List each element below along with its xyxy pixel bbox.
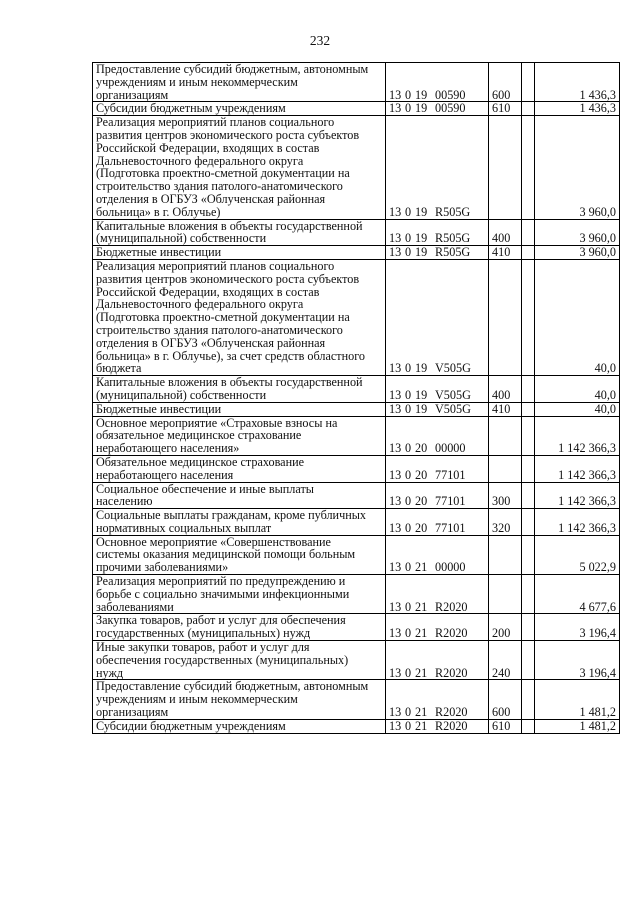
table-row (93, 614, 620, 641)
row-description (93, 641, 386, 680)
table-row (93, 219, 620, 246)
description-line: организациям (96, 705, 169, 720)
description-line: Субсидии бюджетным учреждениям (96, 718, 286, 733)
description-line: Социальные выплаты гражданам, кроме публичных (96, 508, 366, 523)
event-code: 19 (415, 387, 428, 402)
subprogram-code: 0 (405, 87, 412, 102)
event-code: 20 (415, 467, 428, 482)
program-code: 13 (389, 231, 402, 246)
direction-code: 77101 (435, 467, 466, 482)
program-code: 13 (389, 441, 402, 456)
subprogram-code: 0 (405, 387, 412, 402)
description-line: системы оказания медицинской помощи больным (96, 547, 356, 562)
subprogram-code: 0 (405, 361, 412, 376)
direction-code: R2020 (435, 718, 468, 733)
spacer-cell (522, 641, 535, 680)
direction-code: 77101 (435, 494, 466, 509)
description-line: населению (96, 494, 153, 509)
program-code: 13 (389, 401, 402, 416)
table-row (93, 575, 620, 614)
amount-cell: 40,0 (535, 376, 620, 403)
spacer-cell (522, 376, 535, 403)
description-line: развития центров экономического роста субъектов (96, 271, 360, 286)
program-code: 13 (389, 599, 402, 614)
event-code: 19 (415, 401, 428, 416)
table-row (93, 102, 620, 116)
expense-type-code: 610 (489, 719, 522, 733)
description-line: Иные закупки товаров, работ и услуг для (96, 640, 310, 655)
table-row (93, 455, 620, 482)
event-code: 19 (415, 87, 428, 102)
classification-code (386, 719, 489, 733)
spacer-cell (522, 116, 535, 219)
expense-type-code (489, 116, 522, 219)
subprogram-code: 0 (405, 441, 412, 456)
expense-type-code: 610 (489, 102, 522, 116)
description-line: бюджета (96, 361, 142, 376)
description-line: Закупка товаров, работ и услуг для обеспечения (96, 613, 346, 628)
program-code: 13 (389, 101, 402, 116)
row-description (93, 719, 386, 733)
spacer-cell (522, 63, 535, 102)
description-line: (муниципальной) собственности (96, 231, 267, 246)
description-line: обязательное медицинское страхование (96, 428, 302, 443)
classification-code (386, 455, 489, 482)
expense-type-code: 410 (489, 246, 522, 260)
spacer-cell (522, 575, 535, 614)
expense-type-code (489, 575, 522, 614)
direction-code: R2020 (435, 599, 468, 614)
program-code: 13 (389, 87, 402, 102)
subprogram-code: 0 (405, 204, 412, 219)
row-description (93, 376, 386, 403)
row-description (93, 509, 386, 536)
classification-code (386, 614, 489, 641)
description-line: нужд (96, 665, 124, 680)
direction-code: 00000 (435, 441, 466, 456)
expense-type-code (489, 535, 522, 574)
spacer-cell (522, 455, 535, 482)
spacer-cell (522, 259, 535, 375)
expense-type-code: 320 (489, 509, 522, 536)
expense-type-code (489, 416, 522, 455)
event-code: 19 (415, 361, 428, 376)
spacer-cell (522, 719, 535, 733)
description-line: Реализация мероприятий планов социального (96, 115, 335, 130)
description-line: (Подготовка проектно-сметной документации на (96, 310, 350, 325)
subprogram-code: 0 (405, 665, 412, 680)
spacer-cell (522, 482, 535, 509)
description-line: Основное мероприятие «Совершенствование (96, 534, 331, 549)
row-description (93, 116, 386, 219)
table-row (93, 116, 620, 219)
subprogram-code: 0 (405, 101, 412, 116)
amount-cell: 1 142 366,3 (535, 509, 620, 536)
description-line: государственных (муниципальных) нужд (96, 626, 311, 641)
classification-code (386, 63, 489, 102)
direction-code: R505G (435, 204, 471, 219)
program-code: 13 (389, 467, 402, 482)
row-description (93, 102, 386, 116)
row-description (93, 614, 386, 641)
amount-cell: 5 022,9 (535, 535, 620, 574)
description-line: Дальневосточного федерального округа (96, 297, 304, 312)
description-line: строительство здания патолого-анатомического (96, 179, 343, 194)
expense-type-code: 240 (489, 641, 522, 680)
table-row (93, 719, 620, 733)
budget-table-body (93, 63, 620, 734)
direction-code: V505G (435, 401, 471, 416)
description-line: Предоставление субсидий бюджетным, автономным (96, 62, 369, 76)
spacer-cell (522, 535, 535, 574)
row-description (93, 219, 386, 246)
program-code: 13 (389, 665, 402, 680)
program-code: 13 (389, 705, 402, 720)
amount-cell: 1 481,2 (535, 719, 620, 733)
event-code: 19 (415, 245, 428, 260)
description-line: Субсидии бюджетным учреждениям (96, 101, 286, 116)
program-code: 13 (389, 520, 402, 535)
direction-code: V505G (435, 361, 471, 376)
direction-code: R2020 (435, 626, 468, 641)
spacer-cell (522, 219, 535, 246)
table-row (93, 641, 620, 680)
table-row (93, 376, 620, 403)
expense-type-code: 600 (489, 63, 522, 102)
spacer-cell (522, 402, 535, 416)
direction-code: R505G (435, 231, 471, 246)
table-row (93, 535, 620, 574)
description-line: (муниципальной) собственности (96, 387, 267, 402)
row-description (93, 402, 386, 416)
spacer-cell (522, 509, 535, 536)
expense-type-code (489, 455, 522, 482)
row-description (93, 482, 386, 509)
amount-cell: 40,0 (535, 259, 620, 375)
event-code: 20 (415, 520, 428, 535)
description-line: Реализация мероприятий планов социального (96, 258, 335, 273)
amount-cell: 1 142 366,3 (535, 482, 620, 509)
program-code: 13 (389, 494, 402, 509)
direction-code: R505G (435, 245, 471, 260)
amount-cell: 3 960,0 (535, 246, 620, 260)
event-code: 20 (415, 494, 428, 509)
amount-cell: 1 142 366,3 (535, 455, 620, 482)
amount-cell: 1 481,2 (535, 680, 620, 719)
subprogram-code: 0 (405, 401, 412, 416)
classification-code (386, 680, 489, 719)
subprogram-code: 0 (405, 494, 412, 509)
subprogram-code: 0 (405, 231, 412, 246)
description-line: учреждениям и иным некоммерческим (96, 692, 298, 707)
budget-table (92, 62, 620, 734)
description-line: Бюджетные инвестиции (96, 401, 222, 416)
description-line: учреждениям и иным некоммерческим (96, 74, 298, 89)
direction-code: 77101 (435, 520, 466, 535)
description-line: больница» в г. Облучье) (96, 204, 221, 219)
description-line: прочими заболеваниями» (96, 560, 229, 575)
subprogram-code: 0 (405, 705, 412, 720)
event-code: 19 (415, 101, 428, 116)
program-code: 13 (389, 204, 402, 219)
classification-code (386, 259, 489, 375)
description-line: Бюджетные инвестиции (96, 245, 222, 260)
event-code: 20 (415, 441, 428, 456)
description-line: (Подготовка проектно-сметной документации на (96, 166, 350, 181)
classification-code (386, 102, 489, 116)
description-line: отделения в ОГБУЗ «Облученская районная (96, 335, 326, 350)
classification-code (386, 246, 489, 260)
event-code: 21 (415, 560, 428, 575)
subprogram-code: 0 (405, 245, 412, 260)
expense-type-code: 600 (489, 680, 522, 719)
amount-cell: 3 196,4 (535, 641, 620, 680)
description-line: Российской Федерации, входящих в состав (96, 284, 320, 299)
amount-cell: 1 436,3 (535, 63, 620, 102)
program-code: 13 (389, 560, 402, 575)
subprogram-code: 0 (405, 626, 412, 641)
direction-code: 00590 (435, 101, 466, 116)
table-row (93, 259, 620, 375)
expense-type-code (489, 259, 522, 375)
expense-type-code: 410 (489, 402, 522, 416)
spacer-cell (522, 680, 535, 719)
subprogram-code: 0 (405, 520, 412, 535)
page-number: 232 (309, 33, 331, 48)
event-code: 19 (415, 231, 428, 246)
description-line: Социальное обеспечение и иные выплаты (96, 481, 314, 496)
direction-code: R2020 (435, 705, 468, 720)
event-code: 21 (415, 718, 428, 733)
program-code: 13 (389, 387, 402, 402)
amount-cell: 3 196,4 (535, 614, 620, 641)
description-line: Обязательное медицинское страхование (96, 454, 305, 469)
classification-code (386, 219, 489, 246)
description-line: Капитальные вложения в объекты государственной (96, 218, 363, 233)
description-line: неработающего населения» (96, 441, 240, 456)
row-description (93, 246, 386, 260)
amount-cell: 40,0 (535, 402, 620, 416)
expense-type-code: 400 (489, 376, 522, 403)
description-line: обеспечения государственных (муниципальных) (96, 652, 349, 667)
table-row (93, 482, 620, 509)
subprogram-code: 0 (405, 718, 412, 733)
classification-code (386, 402, 489, 416)
amount-cell: 3 960,0 (535, 116, 620, 219)
expense-type-code: 200 (489, 614, 522, 641)
classification-code (386, 482, 489, 509)
row-description (93, 535, 386, 574)
row-description (93, 575, 386, 614)
spacer-cell (522, 102, 535, 116)
event-code: 21 (415, 665, 428, 680)
classification-code (386, 416, 489, 455)
amount-cell: 1 436,3 (535, 102, 620, 116)
description-line: организациям (96, 87, 169, 102)
description-line: Реализация мероприятий по предупреждению и (96, 574, 346, 589)
event-code: 21 (415, 626, 428, 641)
description-line: нормативных социальных выплат (96, 520, 272, 535)
amount-cell: 4 677,6 (535, 575, 620, 614)
expense-type-code: 400 (489, 219, 522, 246)
program-code: 13 (389, 361, 402, 376)
description-line: Основное мероприятие «Страховые взносы на (96, 415, 338, 430)
program-code: 13 (389, 718, 402, 733)
event-code: 21 (415, 705, 428, 720)
description-line: Капитальные вложения в объекты государственной (96, 375, 363, 390)
description-line: строительство здания патолого-анатомического (96, 322, 343, 337)
amount-cell: 3 960,0 (535, 219, 620, 246)
row-description (93, 416, 386, 455)
direction-code: V505G (435, 387, 471, 402)
program-code: 13 (389, 245, 402, 260)
amount-cell: 1 142 366,3 (535, 416, 620, 455)
description-line: заболеваниями (96, 599, 174, 614)
description-line: Дальневосточного федерального округа (96, 153, 304, 168)
classification-code (386, 575, 489, 614)
description-line: неработающего населения (96, 467, 234, 482)
row-description (93, 259, 386, 375)
event-code: 21 (415, 599, 428, 614)
classification-code (386, 641, 489, 680)
spacer-cell (522, 246, 535, 260)
direction-code: 00590 (435, 87, 466, 102)
spacer-cell (522, 614, 535, 641)
classification-code (386, 509, 489, 536)
spacer-cell (522, 416, 535, 455)
direction-code: R2020 (435, 665, 468, 680)
classification-code (386, 535, 489, 574)
classification-code (386, 116, 489, 219)
description-line: Предоставление субсидий бюджетным, автономным (96, 679, 369, 694)
description-line: Российской Федерации, входящих в состав (96, 140, 320, 155)
row-description (93, 680, 386, 719)
table-row (93, 509, 620, 536)
table-row (93, 63, 620, 102)
table-row (93, 402, 620, 416)
description-line: больница» в г. Облучье), за счет средств областного (96, 348, 365, 363)
subprogram-code: 0 (405, 599, 412, 614)
program-code: 13 (389, 626, 402, 641)
event-code: 19 (415, 204, 428, 219)
subprogram-code: 0 (405, 560, 412, 575)
description-line: отделения в ОГБУЗ «Облученская районная (96, 191, 326, 206)
description-line: борьбе с социально значимыми инфекционными (96, 586, 350, 601)
table-row (93, 416, 620, 455)
classification-code (386, 376, 489, 403)
table-row (93, 680, 620, 719)
row-description (93, 455, 386, 482)
direction-code: 00000 (435, 560, 466, 575)
subprogram-code: 0 (405, 467, 412, 482)
expense-type-code: 300 (489, 482, 522, 509)
description-line: развития центров экономического роста субъектов (96, 127, 360, 142)
row-description (93, 63, 386, 102)
table-row (93, 246, 620, 260)
